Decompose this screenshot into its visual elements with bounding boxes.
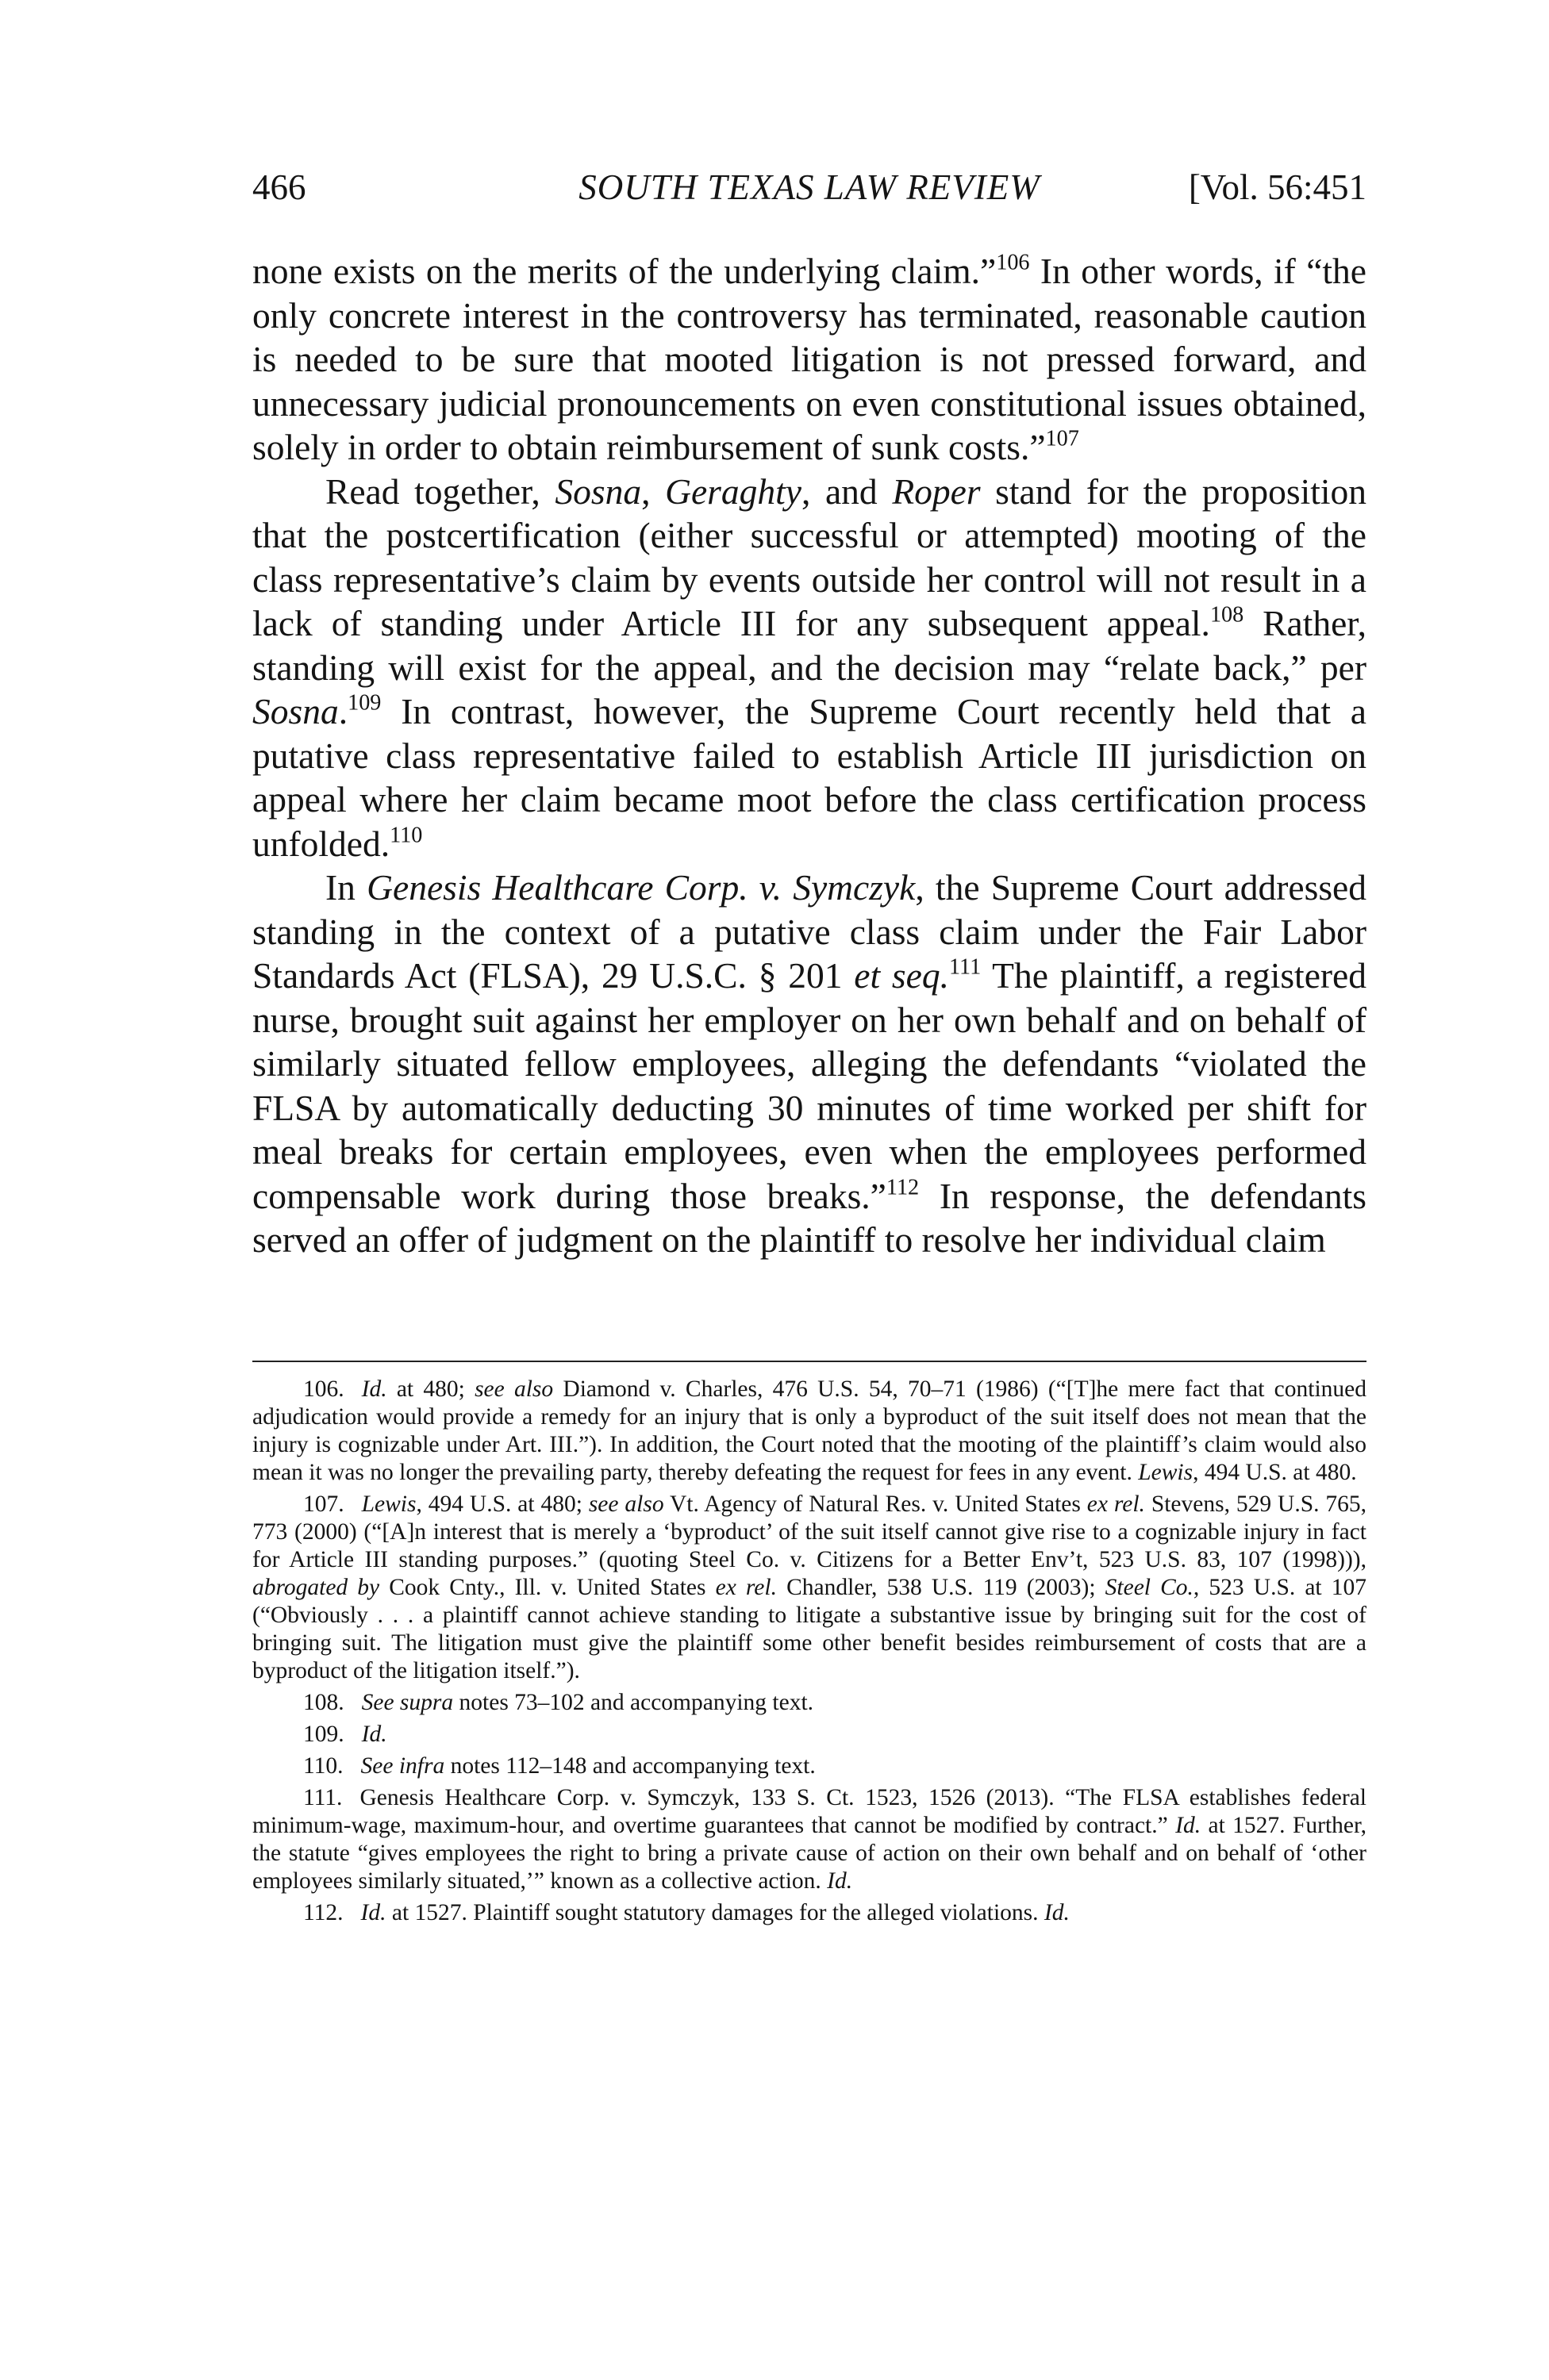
footnote-106 (252, 1376, 1366, 1487)
signal: Id. (361, 1722, 387, 1747)
footnote-ref: 107 (1045, 426, 1079, 451)
signal: Id. (827, 1868, 853, 1894)
text-run: Read together, (325, 470, 555, 512)
footnote-110 (252, 1752, 1366, 1780)
text-run: , the Supreme Court addressed standing in the context of a putative class claim under the Fair Labor Standards Act (FLSA), 29 U.S.C. § 201 (252, 867, 1366, 996)
footnote-112 (252, 1899, 1366, 1927)
latin-phrase: ex rel. (1086, 1491, 1145, 1517)
case-name: Sosna (555, 470, 642, 512)
text-run: In response, the defendants served an offer of judgment on the plaintiff to resolve her individual claim (252, 1175, 1367, 1260)
text-run: , 494 U.S. at 480. (1193, 1460, 1357, 1485)
signal: See supra (361, 1690, 454, 1715)
footnote-109 (252, 1721, 1366, 1749)
case-name: Lewis (1138, 1460, 1193, 1485)
signal: Id. (361, 1376, 387, 1402)
paragraph (252, 866, 1366, 1262)
footnotes (252, 1376, 1366, 1931)
case-name: Geraghty (665, 470, 801, 512)
footnote-ref: 109 (348, 690, 382, 716)
text-run: stand for the proposition that the postcertification (either successful or attempted) mooting of the class representative’s claim by events outside her control will not result in a lack of standing under Article III for any subsequent appeal. (252, 470, 1367, 643)
footnote-107 (252, 1491, 1366, 1685)
text-run: Vt. Agency of Natural Res. v. United States (663, 1491, 1087, 1517)
signal: Id. (1044, 1900, 1070, 1925)
journal-title: SOUTH TEXAS LAW REVIEW (578, 167, 1040, 207)
signal: See infra (360, 1753, 445, 1779)
text-run: , and (801, 470, 893, 512)
text-run: , (641, 470, 666, 512)
footnote-number: 111. (303, 1785, 343, 1810)
text-run: at 480; (386, 1376, 475, 1402)
footnote-number: 112. (303, 1900, 344, 1925)
signal: Id. (360, 1900, 386, 1925)
latin-phrase: ex rel. (715, 1575, 777, 1600)
text-run: notes 73–102 and accompanying text. (453, 1690, 814, 1715)
footnote-number: 108. (303, 1690, 344, 1715)
text-run: Chandler, 538 U.S. 119 (2003); (776, 1575, 1105, 1600)
volume-citation: [Vol. 56:451 (1188, 167, 1366, 207)
paragraph (252, 249, 1366, 470)
footnote-ref: 111 (948, 954, 982, 980)
paragraph (252, 470, 1366, 866)
page-number: 466 (252, 167, 306, 207)
text-run: , 494 U.S. at 480; (416, 1491, 589, 1517)
text-run: notes 112–148 and accompanying text. (444, 1753, 816, 1779)
case-name: Steel Co. (1105, 1575, 1193, 1600)
text-run: In (325, 867, 367, 908)
footnote-number: 107. (303, 1491, 344, 1517)
signal: Id. (1175, 1813, 1201, 1838)
text-run: Genesis Healthcare Corp. v. Symczyk, 133 S. Ct. 1523, 1526 (2013). “The FLSA establishes federal minimum-wage, maximum-hour, and overtime guarantees that cannot be modified by contract.” (252, 1785, 1366, 1838)
text-run: . (338, 691, 348, 731)
text-run: at 1527. Further, the statute “gives employees the right to bring a private cause of action on their own behalf and on behalf of ‘other employees similarly situated,’” known as a collective action. (252, 1813, 1367, 1894)
case-name: Genesis Healthcare Corp. v. Symczyk (367, 867, 916, 908)
footnote-108 (252, 1689, 1366, 1717)
text-run: Rather, standing will exist for the appeal, and the decision may “relate back,” per (252, 603, 1366, 688)
case-name: Roper (892, 470, 981, 512)
text-run: Cook Cnty., Ill. v. United States (379, 1575, 716, 1600)
signal: see also (588, 1491, 664, 1517)
text-run: In contrast, however, the Supreme Court recently held that a putative class representative failed to establish Article III jurisdiction on appeal where her claim became moot before the class certification process unfolded. (252, 691, 1366, 864)
footnote-divider (252, 1361, 1366, 1362)
footnote-ref: 108 (1209, 602, 1244, 628)
text-run: The plaintiff, a registered nurse, brought suit against her employer on her own behalf and on behalf of similarly situated fellow employees, alleging the defendants “violated the FLSA by automatically deducting 30 minutes of time worked per shift for meal breaks for certain employees, even when the employees performed compensable work during those breaks.” (252, 955, 1366, 1216)
signal: see also (475, 1376, 554, 1402)
text-run: at 1527. Plaintiff sought statutory damages for the alleged violations. (386, 1900, 1044, 1925)
footnote-ref: 106 (996, 250, 1030, 275)
text-run: Diamond v. Charles, 476 U.S. 54, 70–71 (1986) (“[T]he mere fact that continued adjudication would provide a remedy for an injury that is only a byproduct of the suit itself does not mean that the injury is cognizable under Art. III.”). In addition, the Court noted that the mooting of the plaintiff’s claim would also mean it was no longer the prevailing party, thereby defeating the request for fees in any event. (252, 1376, 1366, 1485)
footnote-number: 109. (303, 1722, 344, 1747)
footnote-number: 110. (303, 1753, 344, 1779)
case-name: Sosna (252, 691, 339, 731)
main-text (252, 249, 1366, 1262)
text-run: Stevens, 529 U.S. 765, 773 (2000) (“[A]n interest that is merely a ‘byproduct’ of the suit itself cannot give rise to a cognizable injury in fact for Article III standing purposes.” (quoting Steel Co. v. Citizens for a Better Env’t, 523 U.S. 83, 107 (1998))), (252, 1491, 1367, 1572)
case-name: Lewis (361, 1491, 417, 1517)
footnote-number: 106. (303, 1376, 344, 1402)
running-header (252, 163, 1366, 211)
footnote-111 (252, 1784, 1366, 1895)
footnote-ref: 112 (886, 1175, 920, 1200)
signal: abrogated by (252, 1575, 380, 1600)
text-run: , 523 U.S. at 107 (“Obviously . . . a plaintiff cannot achieve standing to litigate a substantive issue by bringing suit for the cost of bringing suit. The litigation must give the plaintiff some other benefit besides reimbursement of costs that are a byproduct of the litigation itself.”). (252, 1575, 1366, 1683)
latin-phrase: et seq. (854, 955, 949, 996)
text-run: none exists on the merits of the underlying claim.” (252, 251, 997, 291)
text-run: In other words, if “the only concrete interest in the controversy has terminated, reasonable caution is needed to be sure that mooted litigation is not pressed forward, and unnecessary judicial pronouncements on even constitutional issues obtained, solely in order to obtain reimbursement of sunk costs.” (252, 251, 1366, 467)
footnote-ref: 110 (390, 823, 423, 848)
